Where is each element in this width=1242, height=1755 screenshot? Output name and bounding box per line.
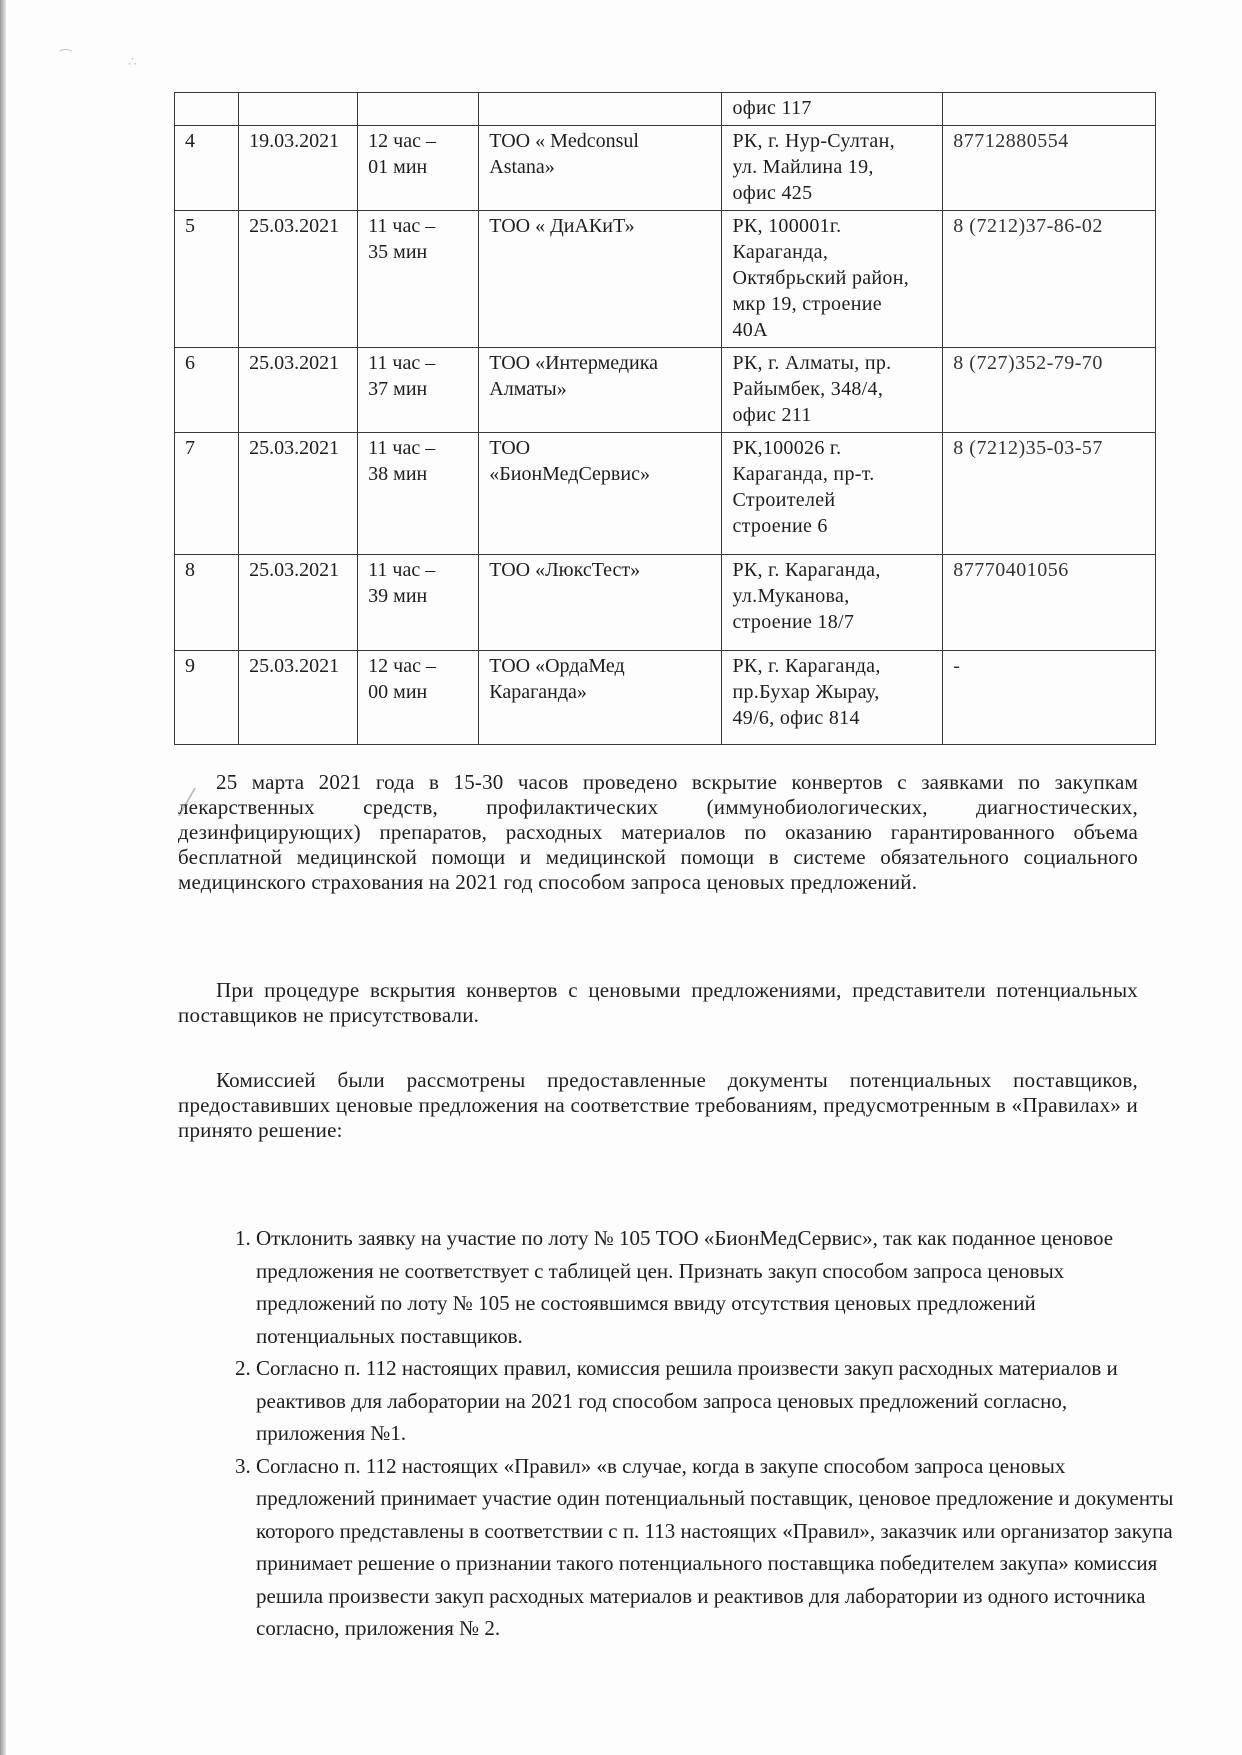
cell-line: пр.Бухар Жырау, [732, 681, 880, 703]
cell-address [722, 651, 943, 745]
cell-line: РК, г. Караганда, [732, 559, 881, 581]
cell-date: 25.03.2021 [239, 651, 358, 745]
cell-num: 4 [175, 126, 239, 211]
cell-line: Алматы» [489, 378, 567, 400]
cell-line: 12 час – [368, 130, 436, 152]
review-paragraph: Комиссией были рассмотрены предоставленные документы потенциальных поставщиков, предоставивших ценовые предложения на соответствие требованиям, предусмотренным в «Правилах» и принято решение: [178, 1068, 1138, 1142]
cell-address [722, 433, 943, 555]
cell-num: 7 [175, 433, 239, 555]
scan-smudge: ⁀ [60, 51, 72, 66]
cell-line: РК, 100001г. [732, 215, 842, 237]
cell-line: 37 мин [368, 378, 428, 400]
cell-phone: 8 (7212)35-03-57 [943, 433, 1156, 555]
cell-line: Октябрьский район, [732, 267, 910, 289]
cell-org [479, 651, 722, 745]
cell-address [722, 126, 943, 211]
decisions-list [218, 1222, 1176, 1645]
decision-item: 1. Отклонить заявку на участие по лоту № 105 ТОО «БионМедСервис», так как поданное ценовое предложения не соответствует с таблицей цен. Признать закуп способом запроса ценовых предложений по лоту № 105 не состоявшимся ввиду отсутствия ценовых предложений потенциальных поставщиков. [256, 1222, 1176, 1352]
cell-date: 25.03.2021 [239, 433, 358, 555]
cell-time [358, 211, 479, 348]
cell-address [722, 555, 943, 651]
cell-date: 25.03.2021 [239, 348, 358, 433]
decision-item: 2. Согласно п. 112 настоящих правил, комиссия решила произвести закуп расходных материалов и реактивов для лаборатории на 2021 год способом запроса ценовых предложений согласно, приложения №1. [256, 1352, 1176, 1450]
cell-time [358, 651, 479, 745]
cell-time [358, 348, 479, 433]
cell-num: 5 [175, 211, 239, 348]
cell-line: строение 18/7 [732, 611, 855, 633]
cell-line: ул.Муканова, [732, 585, 850, 607]
cell-line: 40А [732, 319, 768, 341]
table-row [175, 211, 1156, 348]
cell-time [358, 93, 479, 126]
cell-line: строение 6 [732, 515, 828, 537]
cell-org [479, 348, 722, 433]
table-row [175, 433, 1156, 555]
cell-line: офис 117 [732, 97, 812, 119]
cell-phone: 8 (7212)37-86-02 [943, 211, 1156, 348]
cell-phone: - [943, 651, 1156, 745]
cell-line: 49/6, офис 814 [732, 707, 860, 729]
cell-line: 39 мин [368, 585, 428, 607]
cell-address [722, 348, 943, 433]
cell-phone [943, 93, 1156, 126]
cell-org [479, 126, 722, 211]
scan-edge-shadow [0, 0, 6, 1755]
cell-line: 11 час – [368, 352, 436, 374]
cell-line: Караганда» [489, 681, 587, 703]
cell-line: ТОО «Интермедика [489, 352, 659, 374]
cell-line: ТОО « Medconsul [489, 130, 639, 152]
cell-num: 9 [175, 651, 239, 745]
cell-line: 00 мин [368, 681, 428, 703]
cell-line: 11 час – [368, 215, 436, 237]
cell-line: мкр 19, строение [732, 293, 882, 315]
cell-line: 35 мин [368, 241, 428, 263]
cell-line: «БионМедСервис» [489, 463, 650, 485]
cell-phone: 87770401056 [943, 555, 1156, 651]
cell-phone: 87712880554 [943, 126, 1156, 211]
bidders-table [174, 92, 1156, 745]
decision-item: 3. Согласно п. 112 настоящих «Правил» «в случае, когда в закупе способом запроса ценовых предложений принимает участие один потенциальный поставщик, ценовое предложение и документы которого представлены в соответствии с п. 113 настоящих «Правил», заказчик или организатор закупа принимает решение о признании такого потенциального поставщика победителем закупа» комиссия решила произвести закуп расходных материалов и реактивов для лаборатории из одного источника согласно, приложения № 2. [256, 1450, 1176, 1645]
cell-time [358, 126, 479, 211]
cell-date: 25.03.2021 [239, 211, 358, 348]
cell-line: 01 мин [368, 156, 428, 178]
cell-time [358, 555, 479, 651]
cell-address [722, 211, 943, 348]
cell-line: ТОО «ОрдаМед [489, 655, 625, 677]
cell-line: Строителей [732, 489, 836, 511]
cell-line: 38 мин [368, 463, 428, 485]
cell-num: 6 [175, 348, 239, 433]
cell-org [479, 433, 722, 555]
cell-line: РК,100026 г. [732, 437, 842, 459]
cell-line: офис 211 [732, 404, 812, 426]
table-row [175, 93, 1156, 126]
cell-date: 25.03.2021 [239, 555, 358, 651]
cell-line: 11 час – [368, 437, 436, 459]
cell-line: 12 час – [368, 655, 436, 677]
cell-line: ТОО « ДиАКиТ» [489, 215, 635, 237]
table-row [175, 555, 1156, 651]
cell-phone: 8 (727)352-79-70 [943, 348, 1156, 433]
opening-paragraph: 25 марта 2021 года в 15-30 часов проведено вскрытие конвертов с заявками по закупкам лекарственных средств, профилактических (иммунобиологических, диагностических, дезинфицирующих) препаратов, расходных материалов по оказанию гарантированного объема бесплатной медицинской помощи и медицинской помощи в системе обязательного социального медицинского страхования на 2021 год способом запроса ценовых предложений. [178, 770, 1138, 894]
scan-smudge: ∴ [128, 55, 137, 70]
cell-line: ул. Майлина 19, [732, 156, 874, 178]
cell-line: РК, г. Караганда, [732, 655, 881, 677]
cell-org [479, 555, 722, 651]
cell-line: Караганда, пр-т. [732, 463, 875, 485]
cell-line: Райымбек, 348/4, [732, 378, 884, 400]
cell-line: Astana» [489, 156, 555, 178]
cell-num [175, 93, 239, 126]
cell-line: ТОО [489, 437, 531, 459]
cell-line: РК, г. Алматы, пр. [732, 352, 892, 374]
cell-date: 19.03.2021 [239, 126, 358, 211]
cell-num: 8 [175, 555, 239, 651]
cell-line: Караганда, [732, 241, 829, 263]
cell-date [239, 93, 358, 126]
cell-time [358, 433, 479, 555]
attendance-paragraph: При процедуре вскрытия конвертов с ценовыми предложениями, представители потенциальных поставщиков не присутствовали. [178, 978, 1138, 1027]
cell-line: ТОО «ЛюксТест» [489, 559, 641, 581]
cell-line: РК, г. Нур-Султан, [732, 130, 895, 152]
cell-org [479, 93, 722, 126]
table-row [175, 348, 1156, 433]
cell-line: офис 425 [732, 182, 813, 204]
cell-address [722, 93, 943, 126]
table-row [175, 126, 1156, 211]
table-row [175, 651, 1156, 745]
cell-line: 11 час – [368, 559, 436, 581]
cell-org [479, 211, 722, 348]
